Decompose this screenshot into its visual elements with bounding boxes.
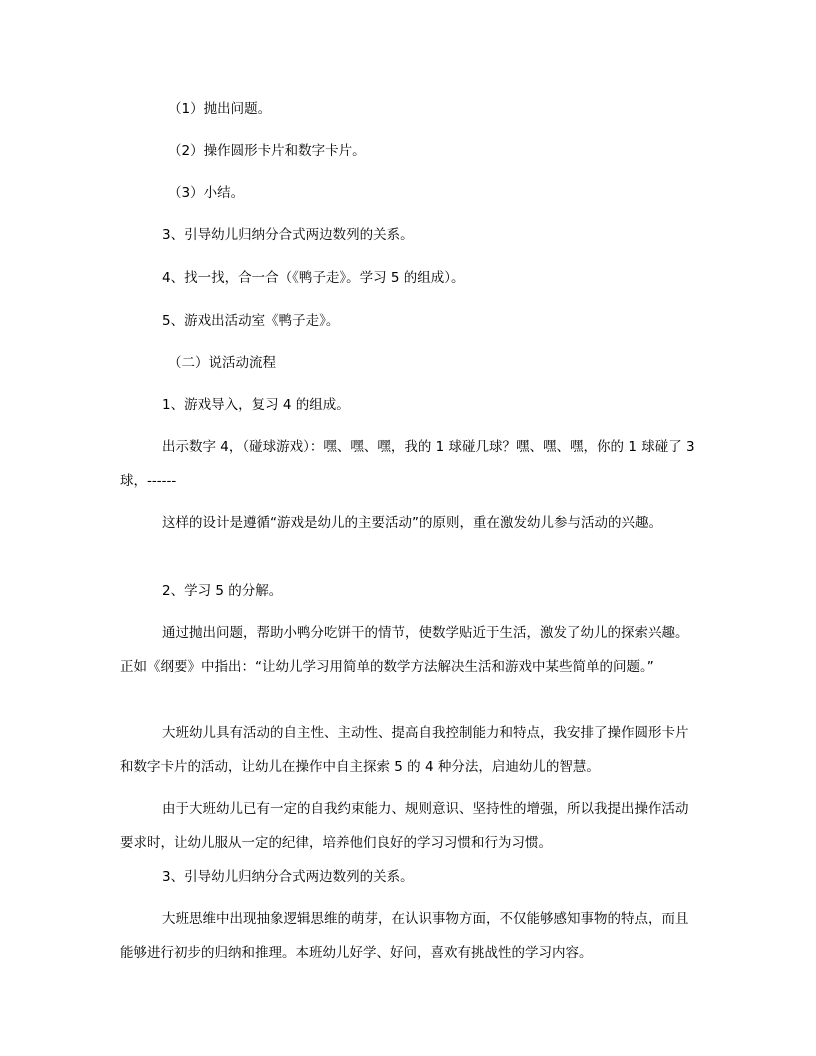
paragraph-thinking: 大班思维中出现抽象逻辑思维的萌芽，在认识事物方面，不仅能够感知事物的特点，而且能够进行初步的归纳和推理。本班幼儿好学、好问，喜欢有挑战性的学习内容。 [120, 911, 689, 961]
paragraph-item-4: 4、找一找，合一合（《鸭子走》。学习 5 的组成）。 [162, 270, 465, 286]
section-heading: （二）说活动流程 [168, 355, 276, 371]
paragraph-problem-solving: 通过抛出问题，帮助小鸭分吃饼干的情节，使数学贴近于生活，激发了幼儿的探索兴趣。正如《纲要》中指出：“让幼儿学习用简单的数学方法解决生活和游戏中某些简单的问题。” [120, 625, 689, 675]
paragraph-item-3: 3、引导幼儿归纳分合式两边数列的关系。 [162, 227, 414, 243]
paragraph-design-principle: 这样的设计是遵循“游戏是幼儿的主要活动”的原则，重在激发幼儿参与活动的兴趣。 [162, 515, 662, 531]
paragraph-discipline: 由于大班幼儿已有一定的自我约束能力、规则意识、坚持性的增强，所以我提出操作活动要求时，让幼儿服从一定的纪律，培养他们良好的学习习惯和行为习惯。 [120, 801, 689, 851]
paragraph-flow-2: 2、学习 5 的分解。 [162, 583, 283, 599]
paragraph-step-1: （1）抛出问题。 [168, 101, 272, 117]
paragraph-item-5: 5、游戏出活动室《鸭子走》。 [162, 313, 340, 329]
paragraph-autonomy: 大班幼儿具有活动的自主性、主动性、提高自我控制能力和特点，我安排了操作圆形卡片和数字卡片的活动，让幼儿在操作中自主探索 5 的 4 种分法，启迪幼儿的智慧。 [120, 725, 689, 775]
paragraph-flow-1: 1、游戏导入，复习 4 的组成。 [162, 397, 350, 413]
paragraph-game-description: 出示数字 4，（碰球游戏）：嘿、嘿、嘿，我的 1 球碰几球？嘿、嘿、嘿，你的 1 球碰了 3 球，------ [120, 439, 695, 489]
paragraph-step-3: （3）小结。 [168, 185, 245, 201]
paragraph-flow-3: 3、引导幼儿归纳分合式两边数列的关系。 [162, 869, 414, 885]
paragraph-step-2: （2）操作圆形卡片和数字卡片。 [168, 143, 366, 159]
